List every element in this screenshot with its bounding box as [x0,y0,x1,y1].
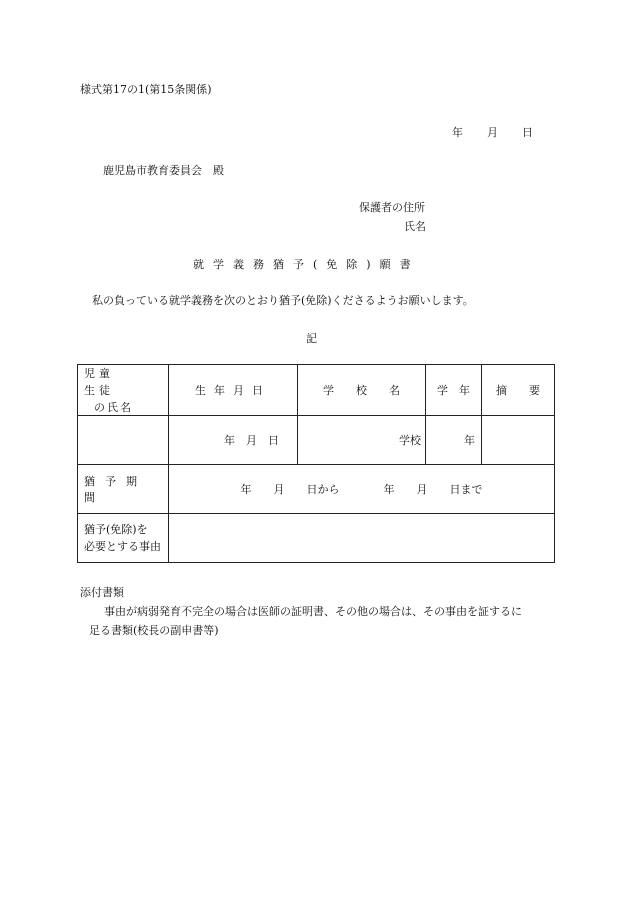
birthdate-cell[interactable]: 年 月 日 [169,416,298,465]
name-suffix: の氏名 [94,401,133,414]
addressee: 鹿児島市教育委員会 殿 [103,164,224,177]
attachments-line1: 事由が病弱発育不完全の場合は医師の証明書、その他の場合は、その事由を証するに [104,605,522,618]
reason-row [78,514,555,563]
school-name-header: 学 校 名 [298,365,426,416]
attachments-line2: 足る書類(校長の副申書等) [89,624,219,637]
ki-label: 記 [306,332,317,345]
guardian-name-label: 氏名 [404,220,426,233]
form-id: 様式第17の1(第15条関係) [80,83,212,96]
student-name-cell[interactable] [78,416,169,465]
birthdate-header: 生年月日 [169,365,298,416]
request-body-text: 私の負っている就学義務を次のとおり猶予(免除)くださるようお願いします。 [92,294,474,307]
reason-value[interactable] [169,514,555,563]
reason-label-line1: 猶予(免除)を [84,523,148,536]
date-day-label: 日 [522,126,533,139]
remarks-cell[interactable] [482,416,555,465]
remarks-header: 摘 要 [482,365,555,416]
period-value[interactable]: 年 月 日から 年 月 日まで [169,465,555,514]
table-header-row [78,365,555,416]
student-header-top: 児童 [84,367,114,380]
reason-label [78,514,169,563]
school-cell[interactable]: 学校 [298,416,426,465]
student-header-bottom: 生徒 [84,384,114,397]
period-row [78,465,555,514]
date-year-label: 年 [452,126,463,139]
table-row [78,416,555,465]
attachments-title: 添付書類 [80,586,124,599]
period-label: 猶予期間 [78,465,169,514]
application-table [77,364,555,563]
date-line [452,124,533,140]
grade-header: 学 年 [426,365,482,416]
reason-label-line2: 必要とする事由 [84,540,161,553]
guardian-address-label: 保護者の住所 [359,201,425,214]
document-title: 就学義務猶予(免除)願書 [193,258,420,271]
date-month-label: 月 [487,126,498,139]
grade-cell[interactable]: 年 [426,416,482,465]
student-name-header [78,365,169,416]
